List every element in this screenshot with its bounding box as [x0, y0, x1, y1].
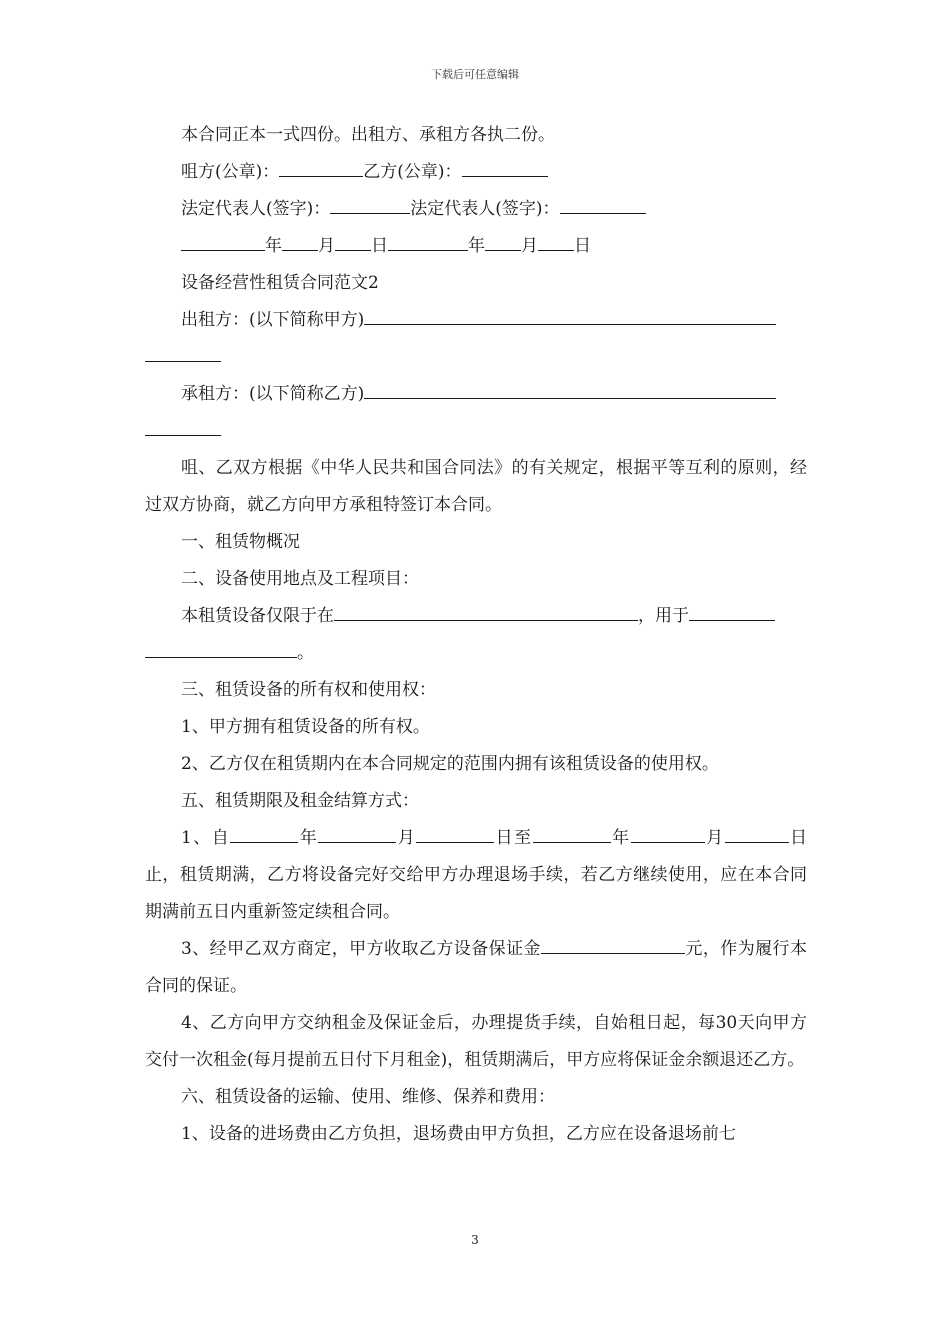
section-heading: 一、租赁物概况	[181, 532, 300, 552]
date-blank	[485, 233, 521, 251]
usage-label: ，用于	[638, 606, 689, 626]
term-blank	[318, 825, 396, 843]
date-blank	[388, 233, 468, 251]
lessor-blank	[364, 307, 776, 325]
lessor-blank-continued	[145, 344, 221, 362]
date-line	[145, 228, 807, 265]
party-b-seal-blank	[462, 159, 548, 177]
party-b-rep-label: 法定代表人(签字)：	[410, 199, 560, 219]
party-a-rep-label: 法定代表人(签字)：	[181, 199, 331, 219]
term-blank	[631, 825, 705, 843]
location-clause-continued	[145, 635, 807, 672]
date-blank	[282, 233, 318, 251]
party-b-rep-blank	[560, 196, 646, 214]
term-clause-text: 日止，租赁期满，乙方将设备完好交给甲方办理退场手续，若乙方继续使用，应在本合同期满前五日内重新签定续租合同。	[145, 828, 808, 922]
page-number: 3	[471, 1233, 479, 1247]
clause-item: 1、甲方拥有租赁设备的所有权。	[181, 717, 430, 737]
contract-title: 设备经营性租赁合同范文2	[181, 273, 379, 293]
section-heading: 三、租赁设备的所有权和使用权：	[181, 680, 436, 700]
rent-payment-clause: 4、乙方向甲方交纳租金及保证金后，办理提货手续，自始租日起，每30天向甲方交付一次租金(每月提前五日付下月租金)，租赁期满后，甲方应将保证金余额退还乙方。	[145, 1013, 807, 1070]
year-label: 年	[265, 236, 282, 256]
term-blank	[725, 825, 789, 843]
lessee-blank-continued	[145, 418, 221, 436]
party-a-seal-label: 咀方(公章)：	[181, 162, 280, 182]
term-blank	[230, 825, 298, 843]
transport-clause: 1、设备的进场费由乙方负担，退场费由甲方负担，乙方应在设备退场前七	[181, 1124, 736, 1144]
term-blank	[416, 825, 494, 843]
copies-clause: 本合同正本一式四份。出租方、承租方各执二份。	[181, 125, 555, 145]
section-heading: 六、租赁设备的运输、使用、维修、保养和费用：	[181, 1087, 555, 1107]
period-mark: 。	[297, 643, 314, 663]
month-label: 月	[396, 828, 417, 848]
lessor-label: 出租方：(以下简称甲方)	[181, 310, 365, 330]
date-blank	[181, 233, 265, 251]
lessor-continuation	[145, 339, 807, 376]
signature-line	[145, 191, 807, 228]
document-body	[145, 117, 807, 1153]
deposit-clause	[145, 931, 807, 1005]
term-clause	[145, 820, 807, 931]
deposit-clause-text: 元，作为履行本合同的保证。	[145, 939, 807, 996]
usage-blank-continued	[145, 640, 297, 658]
location-blank	[334, 603, 638, 621]
location-label: 本租赁设备仅限于在	[181, 606, 334, 626]
party-a-seal-blank	[279, 159, 363, 177]
preamble-paragraph: 咀、乙双方根据《中华人民共和国合同法》的有关规定，根据平等互利的原则，经过双方协商，就乙方向甲方承租特签订本合同。	[145, 458, 807, 515]
deposit-label: 3、经甲乙双方商定，甲方收取乙方设备保证金	[181, 939, 541, 959]
date-blank	[538, 233, 574, 251]
month-label: 月	[318, 236, 335, 256]
month-label: 月	[521, 236, 538, 256]
location-clause	[145, 598, 807, 635]
term-from-label: 1、自	[181, 828, 231, 848]
month-label: 月	[704, 828, 725, 848]
deposit-blank	[541, 936, 685, 954]
page-header: 下载后可任意编辑	[431, 68, 519, 81]
lessee-blank	[364, 381, 776, 399]
year-label: 年	[298, 828, 319, 848]
section-heading: 五、租赁期限及租金结算方式：	[181, 791, 419, 811]
usage-blank	[689, 603, 775, 621]
day-to-label: 日至	[494, 828, 533, 848]
day-label: 日	[574, 236, 591, 256]
seal-line	[145, 154, 807, 191]
year-label: 年	[610, 828, 631, 848]
day-label: 日	[371, 236, 388, 256]
clause-item: 2、乙方仅在租赁期内在本合同规定的范围内拥有该租赁设备的使用权。	[181, 754, 719, 774]
term-blank	[533, 825, 611, 843]
party-b-seal-label: 乙方(公章)：	[363, 162, 462, 182]
year-label: 年	[468, 236, 485, 256]
date-blank	[335, 233, 371, 251]
lessor-line	[145, 302, 807, 339]
lessee-label: 承租方：(以下简称乙方)	[181, 384, 365, 404]
lessee-line	[145, 376, 807, 413]
lessee-continuation	[145, 413, 807, 450]
party-a-rep-blank	[330, 196, 410, 214]
section-heading: 二、设备使用地点及工程项目：	[181, 569, 419, 589]
